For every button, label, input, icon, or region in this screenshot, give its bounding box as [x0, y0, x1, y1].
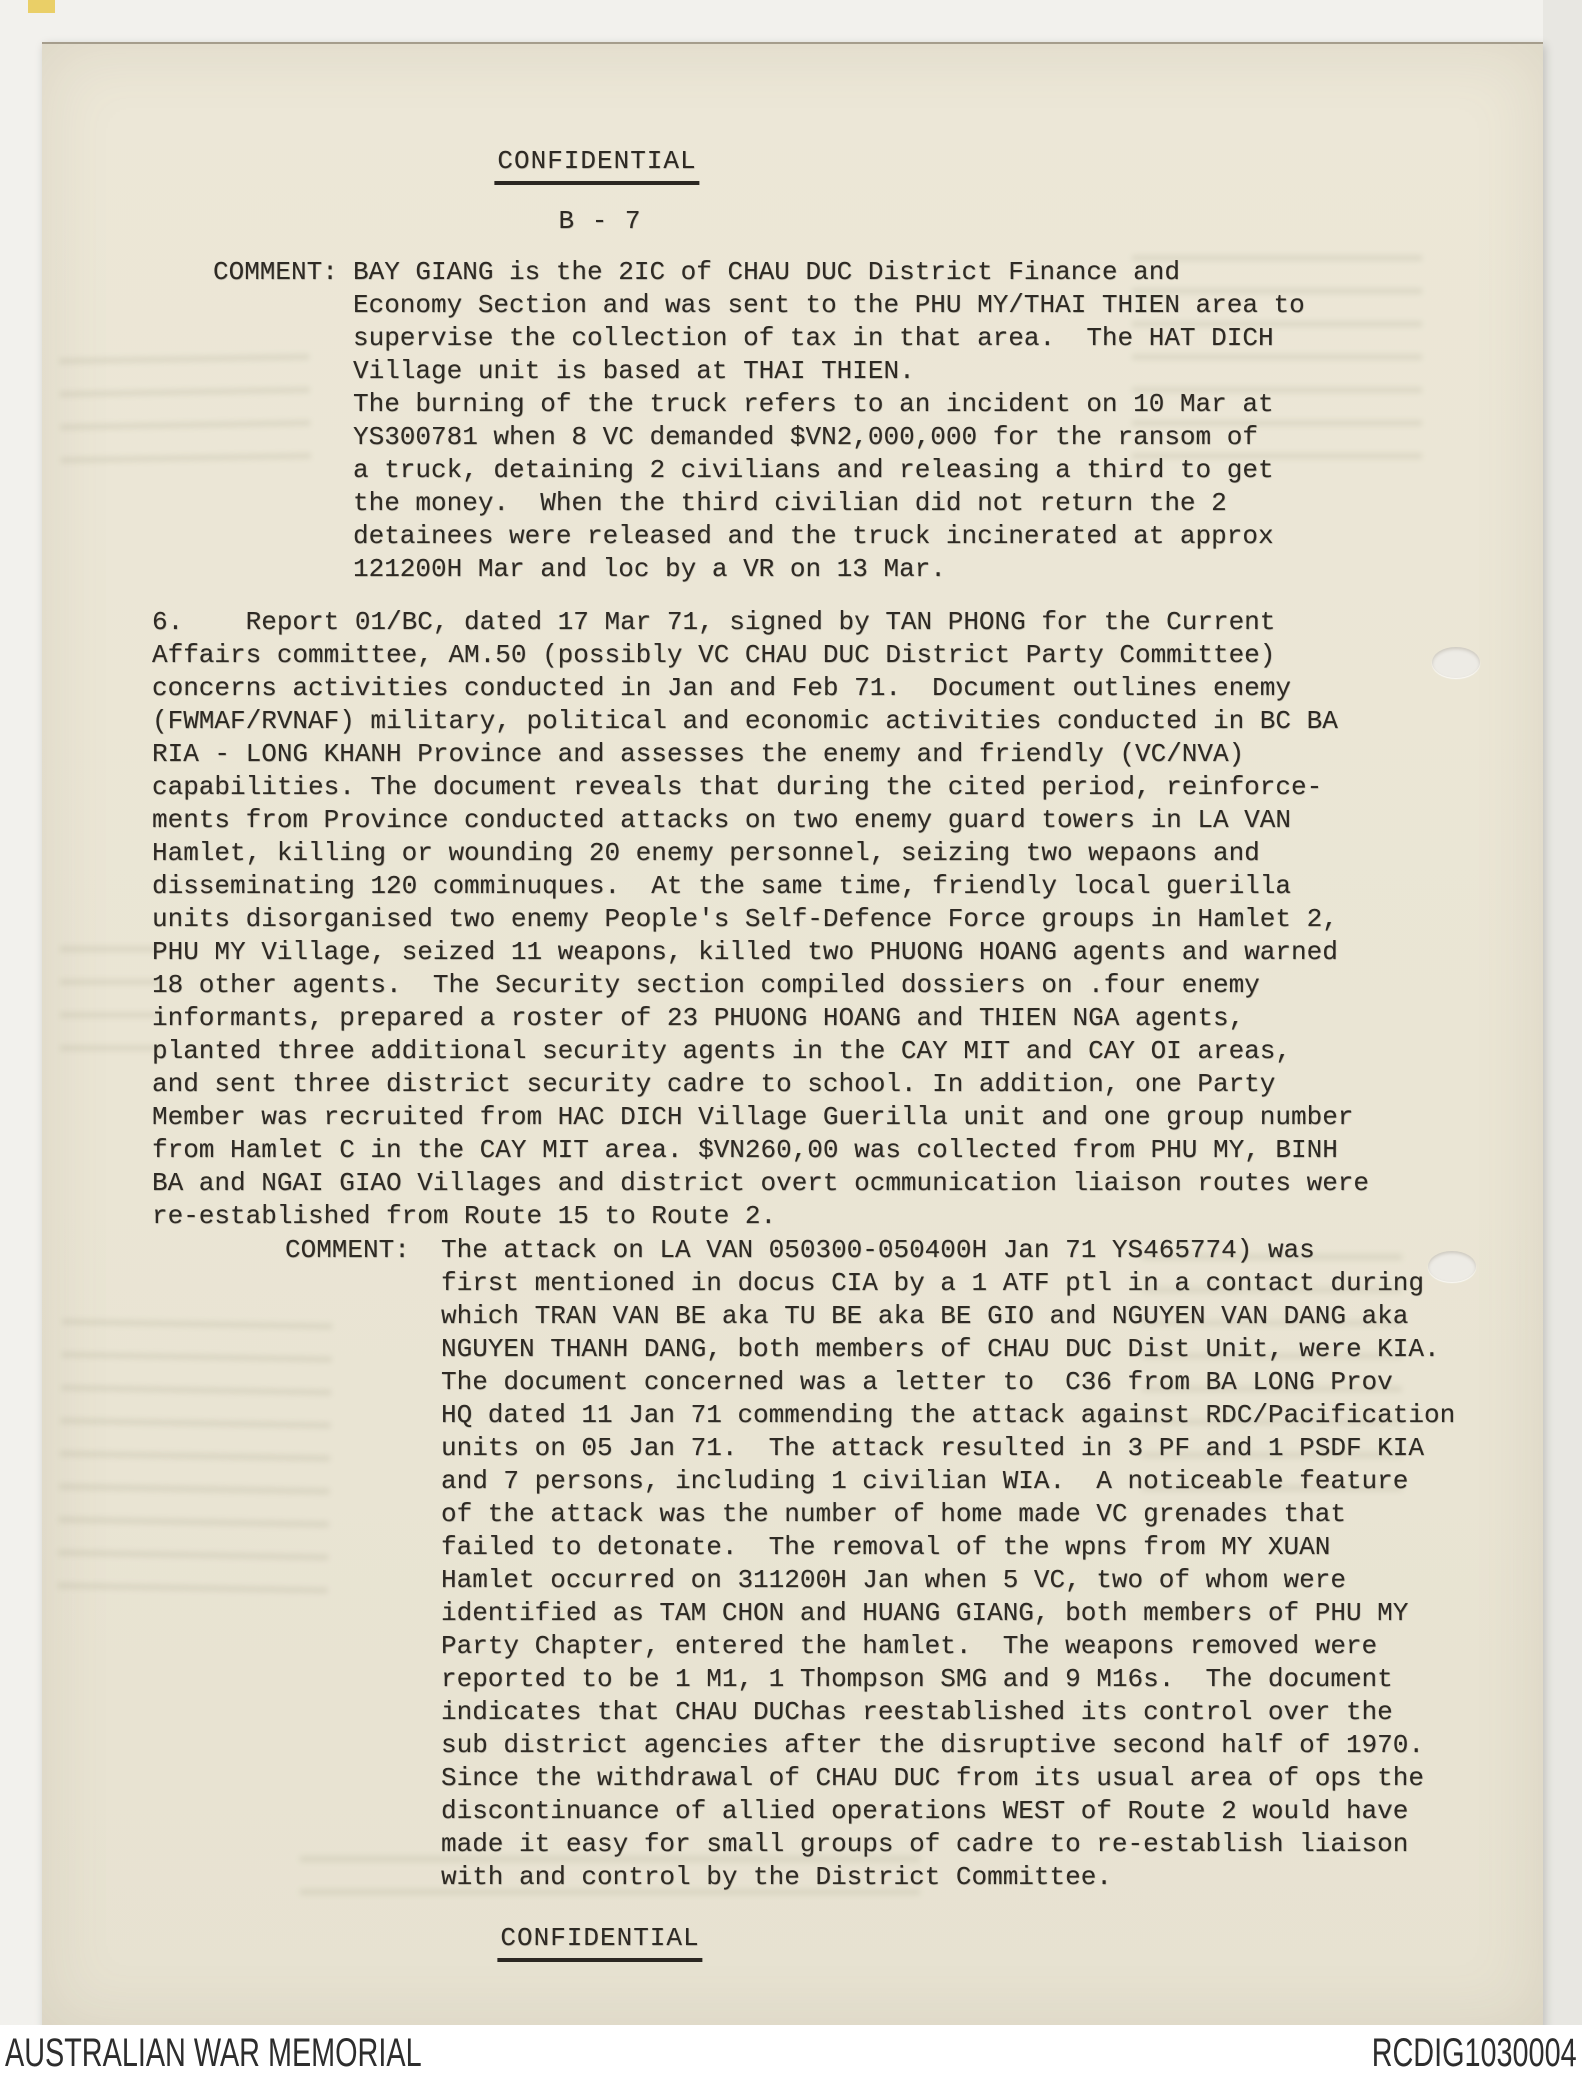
typewritten-line: Affairs committee, AM.50 (possibly VC CHAU DUC District Party Committee)	[152, 640, 1276, 670]
typewritten-line: discontinuance of allied operations WEST of Route 2 would have	[441, 1796, 1409, 1826]
typewritten-line: with and control by the District Committee.	[441, 1862, 1112, 1892]
typewritten-line: a truck, detaining 2 civilians and releasing a third to get	[353, 455, 1274, 485]
typewritten-line: informants, prepared a roster of 23 PHUONG HOANG and THIEN NGA agents,	[152, 1003, 1245, 1033]
page-number: B - 7	[558, 206, 642, 236]
typewritten-line: NGUYEN THANH DANG, both members of CHAU DUC Dist Unit, were KIA.	[441, 1334, 1440, 1364]
corner-mark	[28, 0, 55, 13]
typewritten-line: 121200H Mar and loc by a VR on 13 Mar.	[353, 554, 946, 584]
typewritten-line: units disorganised two enemy People's Self-Defence Force groups in Hamlet 2,	[152, 904, 1338, 934]
classification-header: CONFIDENTIAL	[494, 145, 699, 185]
typewritten-line: Since the withdrawal of CHAU DUC from its usual area of ops the	[441, 1763, 1424, 1793]
typewritten-line: (FWMAF/RVNAF) military, political and economic activities conducted in BC BA	[152, 706, 1338, 736]
paragraph-6	[152, 606, 1369, 1233]
typewritten-line: units on 05 Jan 71. The attack resulted in 3 PF and 1 PSDF KIA	[441, 1433, 1424, 1463]
typewritten-line: HQ dated 11 Jan 71 commending the attack against RDC/Pacification	[441, 1400, 1456, 1430]
typewritten-line: 18 other agents. The Security section compiled dossiers on .four enemy	[152, 970, 1260, 1000]
comment-text	[353, 256, 1305, 586]
typewritten-line: supervise the collection of tax in that area. The HAT DICH	[353, 323, 1274, 353]
typewritten-line: concerns activities conducted in Jan and Feb 71. Document outlines enemy	[152, 673, 1291, 703]
typewritten-line: The attack on LA VAN 050300-050400H Jan 71 YS465774) was	[441, 1235, 1315, 1265]
typewritten-line: RIA - LONG KHANH Province and assesses the enemy and friendly (VC/NVA)	[152, 739, 1245, 769]
typewritten-line: The document concerned was a letter to C36 from BA LONG Prov	[441, 1367, 1393, 1397]
typewritten-line: reported to be 1 M1, 1 Thompson SMG and 9 M16s. The document	[441, 1664, 1393, 1694]
typewritten-line: Village unit is based at THAI THIEN.	[353, 356, 915, 386]
typewritten-line: Hamlet occurred on 311200H Jan when 5 VC, two of whom were	[441, 1565, 1346, 1595]
typewritten-line: planted three additional security agents in the CAY MIT and CAY OI areas,	[152, 1036, 1291, 1066]
typewritten-line: Party Chapter, entered the hamlet. The weapons removed were	[441, 1631, 1378, 1661]
typewritten-line: Economy Section and was sent to the PHU MY/THAI THIEN area to	[353, 290, 1305, 320]
typewritten-line: which TRAN VAN BE aka TU BE aka BE GIO and NGUYEN VAN DANG aka	[441, 1301, 1409, 1331]
typewritten-line: re-established from Route 15 to Route 2.	[152, 1201, 777, 1231]
typewritten-line: The burning of the truck refers to an incident on 10 Mar at	[353, 389, 1274, 419]
typewritten-line: first mentioned in docus CIA by a 1 ATF ptl in a contact during	[441, 1268, 1424, 1298]
typewritten-line: sub district agencies after the disruptive second half of 1970.	[441, 1730, 1424, 1760]
document-paper	[42, 42, 1543, 2030]
typewritten-line: detainees were released and the truck incinerated at approx	[353, 521, 1274, 551]
comment-label: COMMENT:	[285, 1235, 410, 1265]
comment-block-1	[213, 256, 1305, 586]
typewritten-line: indicates that CHAU DUChas reestablished its control over the	[441, 1697, 1393, 1727]
comment-text	[441, 1234, 1455, 1894]
typewritten-line: capabilities. The document reveals that during the cited period, reinforce-	[152, 772, 1323, 802]
typewritten-line: 6. Report 01/BC, dated 17 Mar 71, signed by TAN PHONG for the Current	[152, 607, 1276, 637]
typewritten-line: Hamlet, killing or wounding 20 enemy personnel, seizing two wepaons and	[152, 838, 1260, 868]
typewritten-line: identified as TAM CHON and HUANG GIANG, both members of PHU MY	[441, 1598, 1409, 1628]
typewritten-line: BAY GIANG is the 2IC of CHAU DUC District Finance and	[353, 257, 1180, 287]
comment-label: COMMENT:	[213, 257, 338, 287]
typewritten-line: and 7 persons, including 1 civilian WIA. A noticeable feature	[441, 1466, 1409, 1496]
typewritten-line: of the attack was the number of home made VC grenades that	[441, 1499, 1346, 1529]
typewritten-line: Member was recruited from HAC DICH Village Guerilla unit and one group number	[152, 1102, 1354, 1132]
background-strip	[1543, 0, 1582, 2082]
archive-footer-bar	[0, 2025, 1582, 2082]
typewritten-line: failed to detonate. The removal of the wpns from MY XUAN	[441, 1532, 1331, 1562]
archive-name: AUSTRALIAN WAR MEMORIAL	[5, 2031, 422, 2075]
typewritten-line: made it easy for small groups of cadre to re-establish liaison	[441, 1829, 1409, 1859]
typewritten-line: ments from Province conducted attacks on two enemy guard towers in LA VAN	[152, 805, 1291, 835]
typewritten-line: BA and NGAI GIAO Villages and district overt ocmmunication liaison routes were	[152, 1168, 1369, 1198]
classification-footer: CONFIDENTIAL	[497, 1922, 702, 1962]
typewritten-line: YS300781 when 8 VC demanded $VN2,000,000 for the ransom of	[353, 422, 1258, 452]
punch-hole	[1432, 647, 1480, 678]
bleed-through-artifact	[60, 942, 160, 1072]
typewritten-line: from Hamlet C in the CAY MIT area. $VN260,00 was collected from PHU MY, BINH	[152, 1135, 1338, 1165]
typewritten-line: PHU MY Village, seized 11 weapons, killed two PHUONG HOANG agents and warned	[152, 937, 1338, 967]
typewritten-line: disseminating 120 comminuques. At the same time, friendly local guerilla	[152, 871, 1291, 901]
punch-hole	[1428, 1251, 1476, 1282]
comment-block-2	[285, 1234, 1455, 1894]
typewritten-line: the money. When the third civilian did not return the 2	[353, 488, 1227, 518]
typewritten-line: and sent three district security cadre to school. In addition, one Party	[152, 1069, 1276, 1099]
record-id: RCDIG1030004	[1372, 2031, 1577, 2075]
